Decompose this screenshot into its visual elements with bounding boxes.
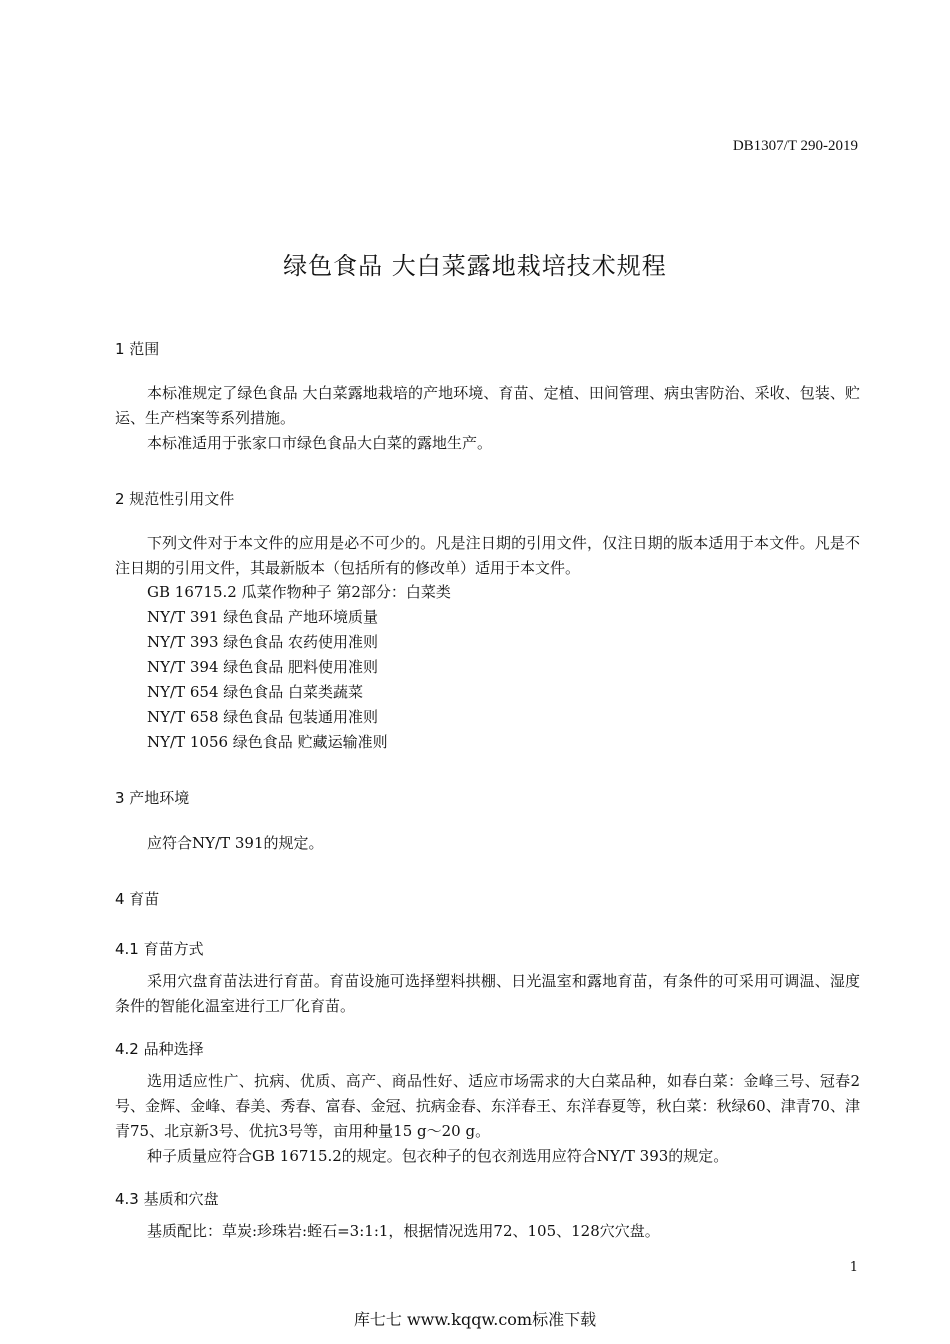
section-3-heading: 3 产地环境 [115,789,190,807]
section-1-paragraph-1: 本标准规定了绿色食品 大白菜露地栽培的产地环境、育苗、定植、田间管理、病虫害防治、采收、包装、贮运、生产档案等系列措施。 [115,384,860,427]
section-4-heading: 4 育苗 [115,890,160,908]
reference-item: NY/T 394 绿色食品 肥料使用准则 [147,658,379,676]
section-4-1-heading: 4.1 育苗方式 [115,940,204,958]
section-1-paragraph-2: 本标准适用于张家口市绿色食品大白菜的露地生产。 [147,434,493,452]
reference-item: GB 16715.2 瓜菜作物种子 第2部分：白菜类 [147,583,451,601]
section-3-paragraph-1: 应符合NY/T 391的规定。 [147,834,324,852]
reference-item: NY/T 1056 绿色食品 贮藏运输准则 [147,733,388,751]
section-2-paragraph-1: 下列文件对于本文件的应用是必不可少的。凡是注日期的引用文件，仅注日期的版本适用于本文件。凡是不注日期的引用文件，其最新版本（包括所有的修改单）适用于本文件。 [115,534,860,577]
section-4-3-paragraph-1: 基质配比：草炭:珍珠岩:蛭石=3:1:1，根据情况选用72、105、128穴穴盘。 [147,1222,660,1240]
page-title: 绿色食品 大白菜露地栽培技术规程 [283,252,667,280]
section-4-1-paragraph-1: 采用穴盘育苗法进行育苗。育苗设施可选择塑料拱棚、日光温室和露地育苗，有条件的可采用可调温、湿度条件的智能化温室进行工厂化育苗。 [115,972,860,1015]
document-code: DB1307/T 290-2019 [732,138,858,154]
reference-item: NY/T 658 绿色食品 包装通用准则 [147,708,379,726]
section-4-2-heading: 4.2 品种选择 [115,1040,204,1058]
section-1-heading: 1 范围 [115,340,160,358]
page-number: 1 [849,1260,858,1275]
section-4-2-paragraph-2: 种子质量应符合GB 16715.2的规定。包衣种子的包衣剂选用应符合NY/T 393的规定。 [147,1147,729,1165]
reference-item: NY/T 654 绿色食品 白菜类蔬菜 [147,683,364,701]
section-4-3-heading: 4.3 基质和穴盘 [115,1190,219,1208]
footer-watermark: 库七七 www.kqqw.com标准下载 [353,1310,597,1329]
reference-item: NY/T 393 绿色食品 农药使用准则 [147,633,379,651]
reference-item: NY/T 391 绿色食品 产地环境质量 [147,608,379,626]
section-2-heading: 2 规范性引用文件 [115,490,235,508]
section-4-2-paragraph-1: 选用适应性广、抗病、优质、高产、商品性好、适应市场需求的大白菜品种，如春白菜：金峰三号、冠春2号、金辉、金峰、春美、秀春、富春、金冠、抗病金春、东洋春王、东洋春夏等，秋白菜：秋绿60、津青70、津青75、北京新3号、优抗3号等，亩用种量15 g～20 g。 [115,1072,860,1140]
